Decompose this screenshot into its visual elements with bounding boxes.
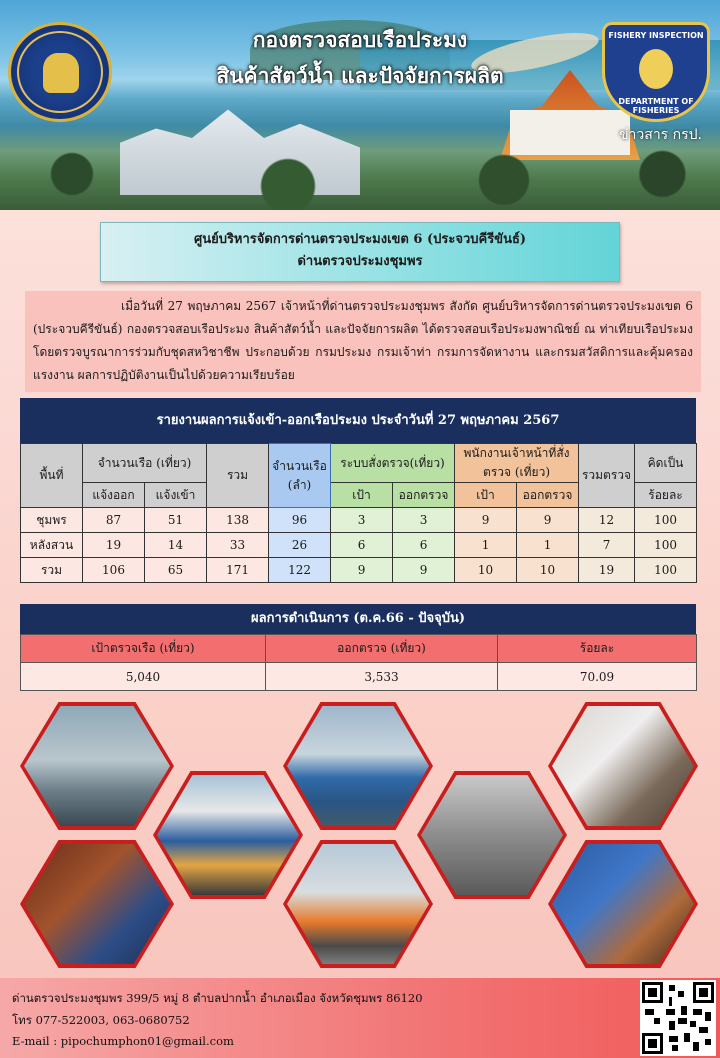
cell-pct: 100 — [635, 508, 697, 533]
office-header-line1: ศูนย์บริหารจัดการด่านตรวจประมงเขต 6 (ประจวบคีรีขันธ์) — [193, 232, 527, 247]
header-area: พื้นที่ — [21, 444, 83, 508]
cell-out: 106 — [83, 558, 145, 583]
office-header — [100, 222, 620, 282]
photo-catch-bags — [548, 702, 698, 830]
header-sys-target: เป้า — [331, 483, 393, 508]
logo-right-top-text: FISHERY INSPECTION — [608, 31, 704, 40]
perf-header-percent: ร้อยละ — [498, 635, 697, 663]
cell-pct: 100 — [635, 533, 697, 558]
cell-sys-insp: 3 — [393, 508, 455, 533]
cell-out: 19 — [83, 533, 145, 558]
header-boats-trips: จำนวนเรือ (เที่ยว) — [83, 444, 207, 483]
daily-report-table — [20, 398, 696, 583]
qr-code[interactable] — [640, 980, 716, 1056]
table-row — [21, 533, 697, 558]
photo-crates — [548, 840, 698, 968]
cell-off-target: 10 — [455, 558, 517, 583]
perf-header-inspected: ออกตรวจ (เที่ยว) — [266, 635, 498, 663]
header-off-target: เป้า — [455, 483, 517, 508]
page-title-line1: กองตรวจสอบเรือประมง — [252, 28, 468, 52]
photo-team-group — [283, 840, 433, 968]
photo-inspectors-dock — [20, 702, 174, 830]
cell-out: 87 — [83, 508, 145, 533]
contact-footer — [0, 978, 720, 1058]
header-order-system: ระบบสั่งตรวจ(เที่ยว) — [331, 444, 455, 483]
header-percent: ร้อยละ — [635, 483, 697, 508]
footer-address: ด่านตรวจประมงชุมพร 399/5 หมู่ 8 ตำบลปากน้ำ อำเภอเมือง จังหวัดชุมพร 86120 — [12, 991, 423, 1005]
performance-title: ผลการดำเนินการ (ต.ค.66 - ปัจจุบัน) — [20, 604, 696, 634]
table-row — [21, 508, 697, 533]
perf-value-inspected: 3,533 — [266, 663, 498, 691]
cell-sys-insp: 6 — [393, 533, 455, 558]
perf-value-percent: 70.09 — [498, 663, 697, 691]
cell-area: ชุมพร — [21, 508, 83, 533]
header-percent-of: คิดเป็น — [635, 444, 697, 483]
performance-grid — [20, 634, 697, 691]
header-total: รวม — [207, 444, 269, 508]
header-off-inspected: ออกตรวจ — [517, 483, 579, 508]
cell-in: 14 — [145, 533, 207, 558]
cell-off-insp: 1 — [517, 533, 579, 558]
cell-total: 33 — [207, 533, 269, 558]
logo-right-bottom-text: DEPARTMENT OF FISHERIES — [618, 97, 694, 115]
photo-boat-stern — [153, 771, 303, 899]
cell-area: รวม — [21, 558, 83, 583]
performance-table — [20, 604, 696, 691]
page-title-line2: สินค้าสัตว์น้ำ และปัจจัยการผลิต — [216, 64, 504, 88]
footer-phone: โทร 077-522003, 063-0680752 — [12, 1013, 190, 1027]
cell-in: 65 — [145, 558, 207, 583]
cell-total-insp: 12 — [579, 508, 635, 533]
cell-sys-target: 3 — [331, 508, 393, 533]
cell-total: 171 — [207, 558, 269, 583]
header-notify-in: แจ้งเข้า — [145, 483, 207, 508]
cell-total: 138 — [207, 508, 269, 533]
office-header-line2: ด่านตรวจประมงชุมพร — [297, 254, 423, 269]
cell-off-insp: 9 — [517, 508, 579, 533]
news-label: ข่าวสาร กรป. — [618, 127, 702, 143]
cell-boats: 26 — [269, 533, 331, 558]
qr-code-icon — [642, 982, 714, 1054]
header-boats-count: จำนวนเรือ (ลำ) — [269, 444, 331, 508]
cell-boats: 122 — [269, 558, 331, 583]
header-sys-inspected: ออกตรวจ — [393, 483, 455, 508]
cell-off-insp: 10 — [517, 558, 579, 583]
cell-total-insp: 7 — [579, 533, 635, 558]
cell-off-target: 9 — [455, 508, 517, 533]
banner-temple-body — [510, 110, 630, 155]
cell-sys-insp: 9 — [393, 558, 455, 583]
photo-fishing-net — [417, 771, 567, 899]
daily-report-title: รายงานผลการแจ้งเข้า-ออกเรือประมง ประจำวันที่ 27 พฤษภาคม 2567 — [20, 398, 696, 443]
report-description-text: เมื่อวันที่ 27 พฤษภาคม 2567 เจ้าหน้าที่ด่านตรวจประมงชุมพร สังกัด ศูนย์บริหารจัดการด่านตรวจประมงเขต 6 (ประจวบคีรีขันธ์) กองตรวจสอบเรือประมง สินค้าสัตว์น้ำ และปัจจัยการผลิต ได้ตรวจสอบเรือประมงพาณิชย์ ณ ท่าเทียบเรือประมง โดยตรวจบูรณาการร่วมกับชุดสหวิชาชีพ ประกอบด้วย กรมประมง กรมเจ้าท่า กรมการจัดหางาน และกรมสวัสดิการและคุ้มครองแรงงาน ผลการปฏิบัติงานเป็นไปด้วยความเรียบร้อย — [33, 299, 693, 382]
header-banner — [0, 0, 720, 210]
photo-ship-equipment — [20, 840, 174, 968]
cell-pct: 100 — [635, 558, 697, 583]
cell-sys-target: 6 — [331, 533, 393, 558]
cell-off-target: 1 — [455, 533, 517, 558]
cell-boats: 96 — [269, 508, 331, 533]
footer-email[interactable]: E-mail : pipochumphon01@gmail.com — [12, 1034, 234, 1048]
header-notify-out: แจ้งออก — [83, 483, 145, 508]
header-officer-order: พนักงานเจ้าหน้าที่สั่งตรวจ (เที่ยว) — [455, 444, 579, 483]
photo-fishing-boat-blue — [283, 702, 433, 830]
banner-trees — [0, 150, 720, 210]
header-total-inspect: รวมตรวจ — [579, 444, 635, 508]
daily-report-grid — [20, 443, 697, 583]
cell-sys-target: 9 — [331, 558, 393, 583]
report-description — [25, 291, 701, 392]
cell-area: หลังสวน — [21, 533, 83, 558]
cell-in: 51 — [145, 508, 207, 533]
perf-header-target: เป้าตรวจเรือ (เที่ยว) — [21, 635, 266, 663]
table-row — [21, 558, 697, 583]
cell-total-insp: 19 — [579, 558, 635, 583]
perf-value-target: 5,040 — [21, 663, 266, 691]
